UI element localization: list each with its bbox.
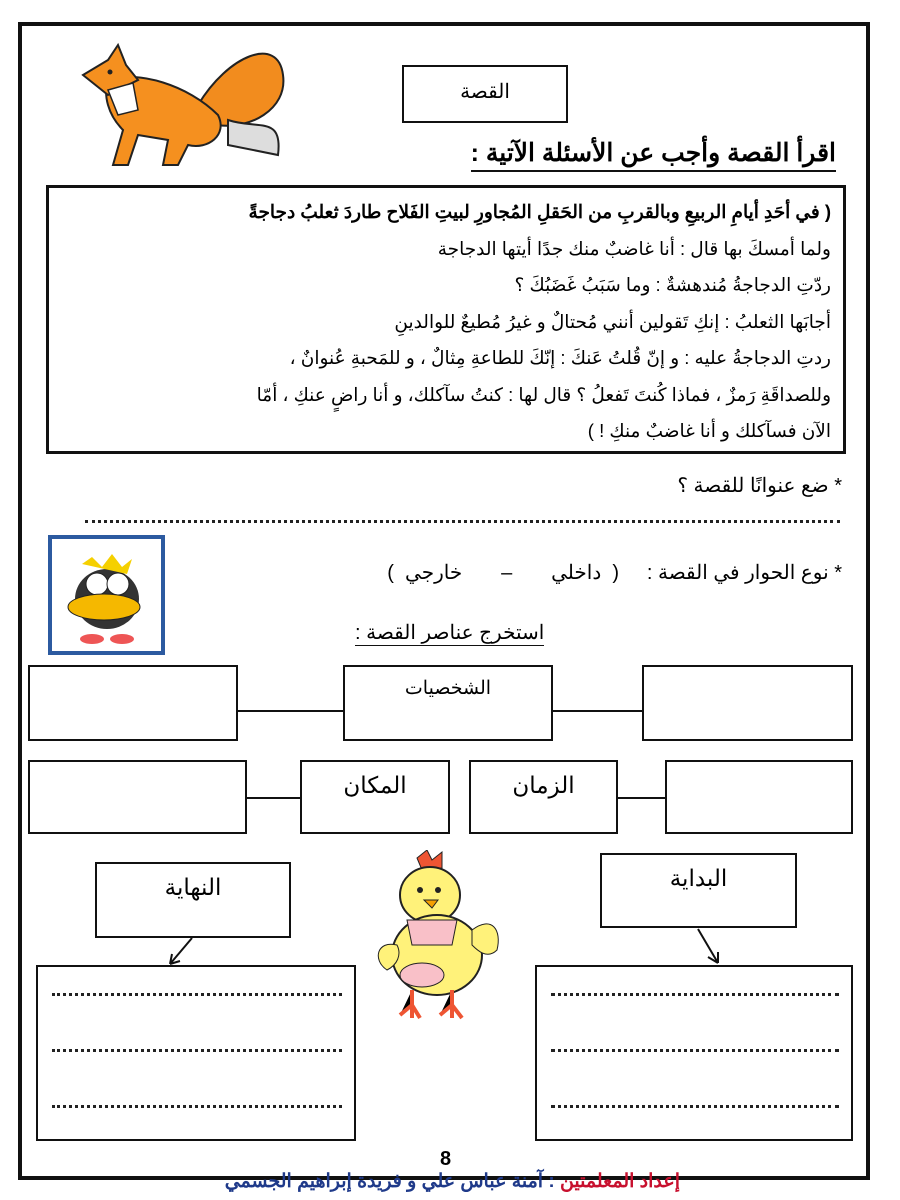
answer-line[interactable]	[551, 1105, 839, 1108]
ending-label: النهاية	[164, 874, 222, 900]
characters-box	[343, 665, 553, 741]
character-answer-box[interactable]	[642, 665, 853, 741]
story-line: أجابَها الثعلبُ : إنكِ تَقولين أنني مُحتالٌ و غيرُ مُطيعٌ للوالدينِ	[394, 310, 831, 332]
beginning-box	[600, 853, 797, 928]
time-box	[469, 760, 618, 834]
extract-elements-heading: استخرج عناصر القصة :	[355, 622, 545, 644]
dialogue-question-label: * نوع الحوار في القصة :	[646, 562, 842, 584]
place-label: المكان	[343, 772, 407, 798]
option-internal[interactable]: داخلي	[551, 562, 602, 584]
paren-close: )	[387, 562, 394, 584]
footer-credits	[0, 1170, 680, 1193]
bird-picture	[48, 535, 165, 655]
answer-line[interactable]	[551, 1049, 839, 1052]
page-number: 8	[440, 1148, 452, 1170]
connector-line	[618, 797, 665, 799]
time-label: الزمان	[512, 772, 575, 798]
beginning-label: البداية	[669, 865, 728, 891]
question-title: * ضع عنوانًا للقصة ؟	[677, 475, 842, 497]
arrow-down-icon	[160, 936, 200, 968]
connector-line	[247, 797, 300, 799]
ending-box	[95, 862, 291, 938]
place-box	[300, 760, 450, 834]
characters-label: الشخصيات	[404, 678, 492, 699]
time-answer-box[interactable]	[665, 760, 853, 834]
ending-answer-box[interactable]	[36, 965, 356, 1141]
option-external[interactable]: خارجي	[405, 562, 463, 584]
beginning-answer-box[interactable]	[535, 965, 853, 1141]
answer-line[interactable]	[52, 1049, 342, 1052]
answer-line[interactable]	[52, 1105, 342, 1108]
story-title-label: القصة	[460, 81, 510, 103]
arrow-down-icon	[690, 927, 730, 967]
story-line: ( في أحَدِ أيامِ الربيعِ وبالقربِ من الحَقلِ المُجاورِ لبيتِ الفَلاح طاردَ ثعلبُ دجاجةً	[248, 201, 831, 222]
answer-line[interactable]	[85, 520, 840, 523]
connector-line	[553, 710, 642, 712]
footer-prefix: إعداد المعلمتين	[559, 1171, 680, 1192]
connector-line	[238, 710, 343, 712]
story-line: ولما أمسكَ بها قال : أنا غاضبٌ منك جدًا أيتها الدجاجة	[437, 237, 831, 259]
fox-illustration	[78, 35, 293, 175]
story-line: ردتِ الدجاجةُ عليه : و إنّ قُلتُ عَنكَ : إنّكَ للطاعةِ مِثالٌ ، و للمَحبةِ عُنوانٌ ،	[289, 347, 831, 368]
dash: –	[501, 562, 513, 584]
place-answer-box[interactable]	[28, 760, 247, 834]
story-line: وللصداقَةِ رَمزٌ ، فماذا كُنتَ تَفعلُ ؟ قال لها : كنتُ سآكلك، و أنا راضٍ عنكِ ، أمّا	[256, 383, 831, 405]
story-box	[46, 185, 846, 454]
footer-names: : آمنة عباس علي و فريدة إبراهيم الجسمي	[224, 1171, 555, 1192]
character-answer-box[interactable]	[28, 665, 238, 741]
paren-open: (	[612, 562, 620, 584]
dialogue-type-question	[387, 560, 842, 585]
story-title-box	[402, 65, 568, 123]
story-line: ردّتِ الدجاجةُ مُندهشةٌ : وما سَبَبُ غَضَبُكَ ؟	[514, 274, 831, 295]
story-line: الآن فسآكلك و أنا غاضبٌ منكِ ! )	[587, 420, 831, 441]
chick-illustration	[372, 850, 507, 1022]
instruction-heading: اقرأ القصة وأجب عن الأسئلة الآتية :	[471, 138, 836, 172]
answer-line[interactable]	[52, 993, 342, 996]
answer-line[interactable]	[551, 993, 839, 996]
